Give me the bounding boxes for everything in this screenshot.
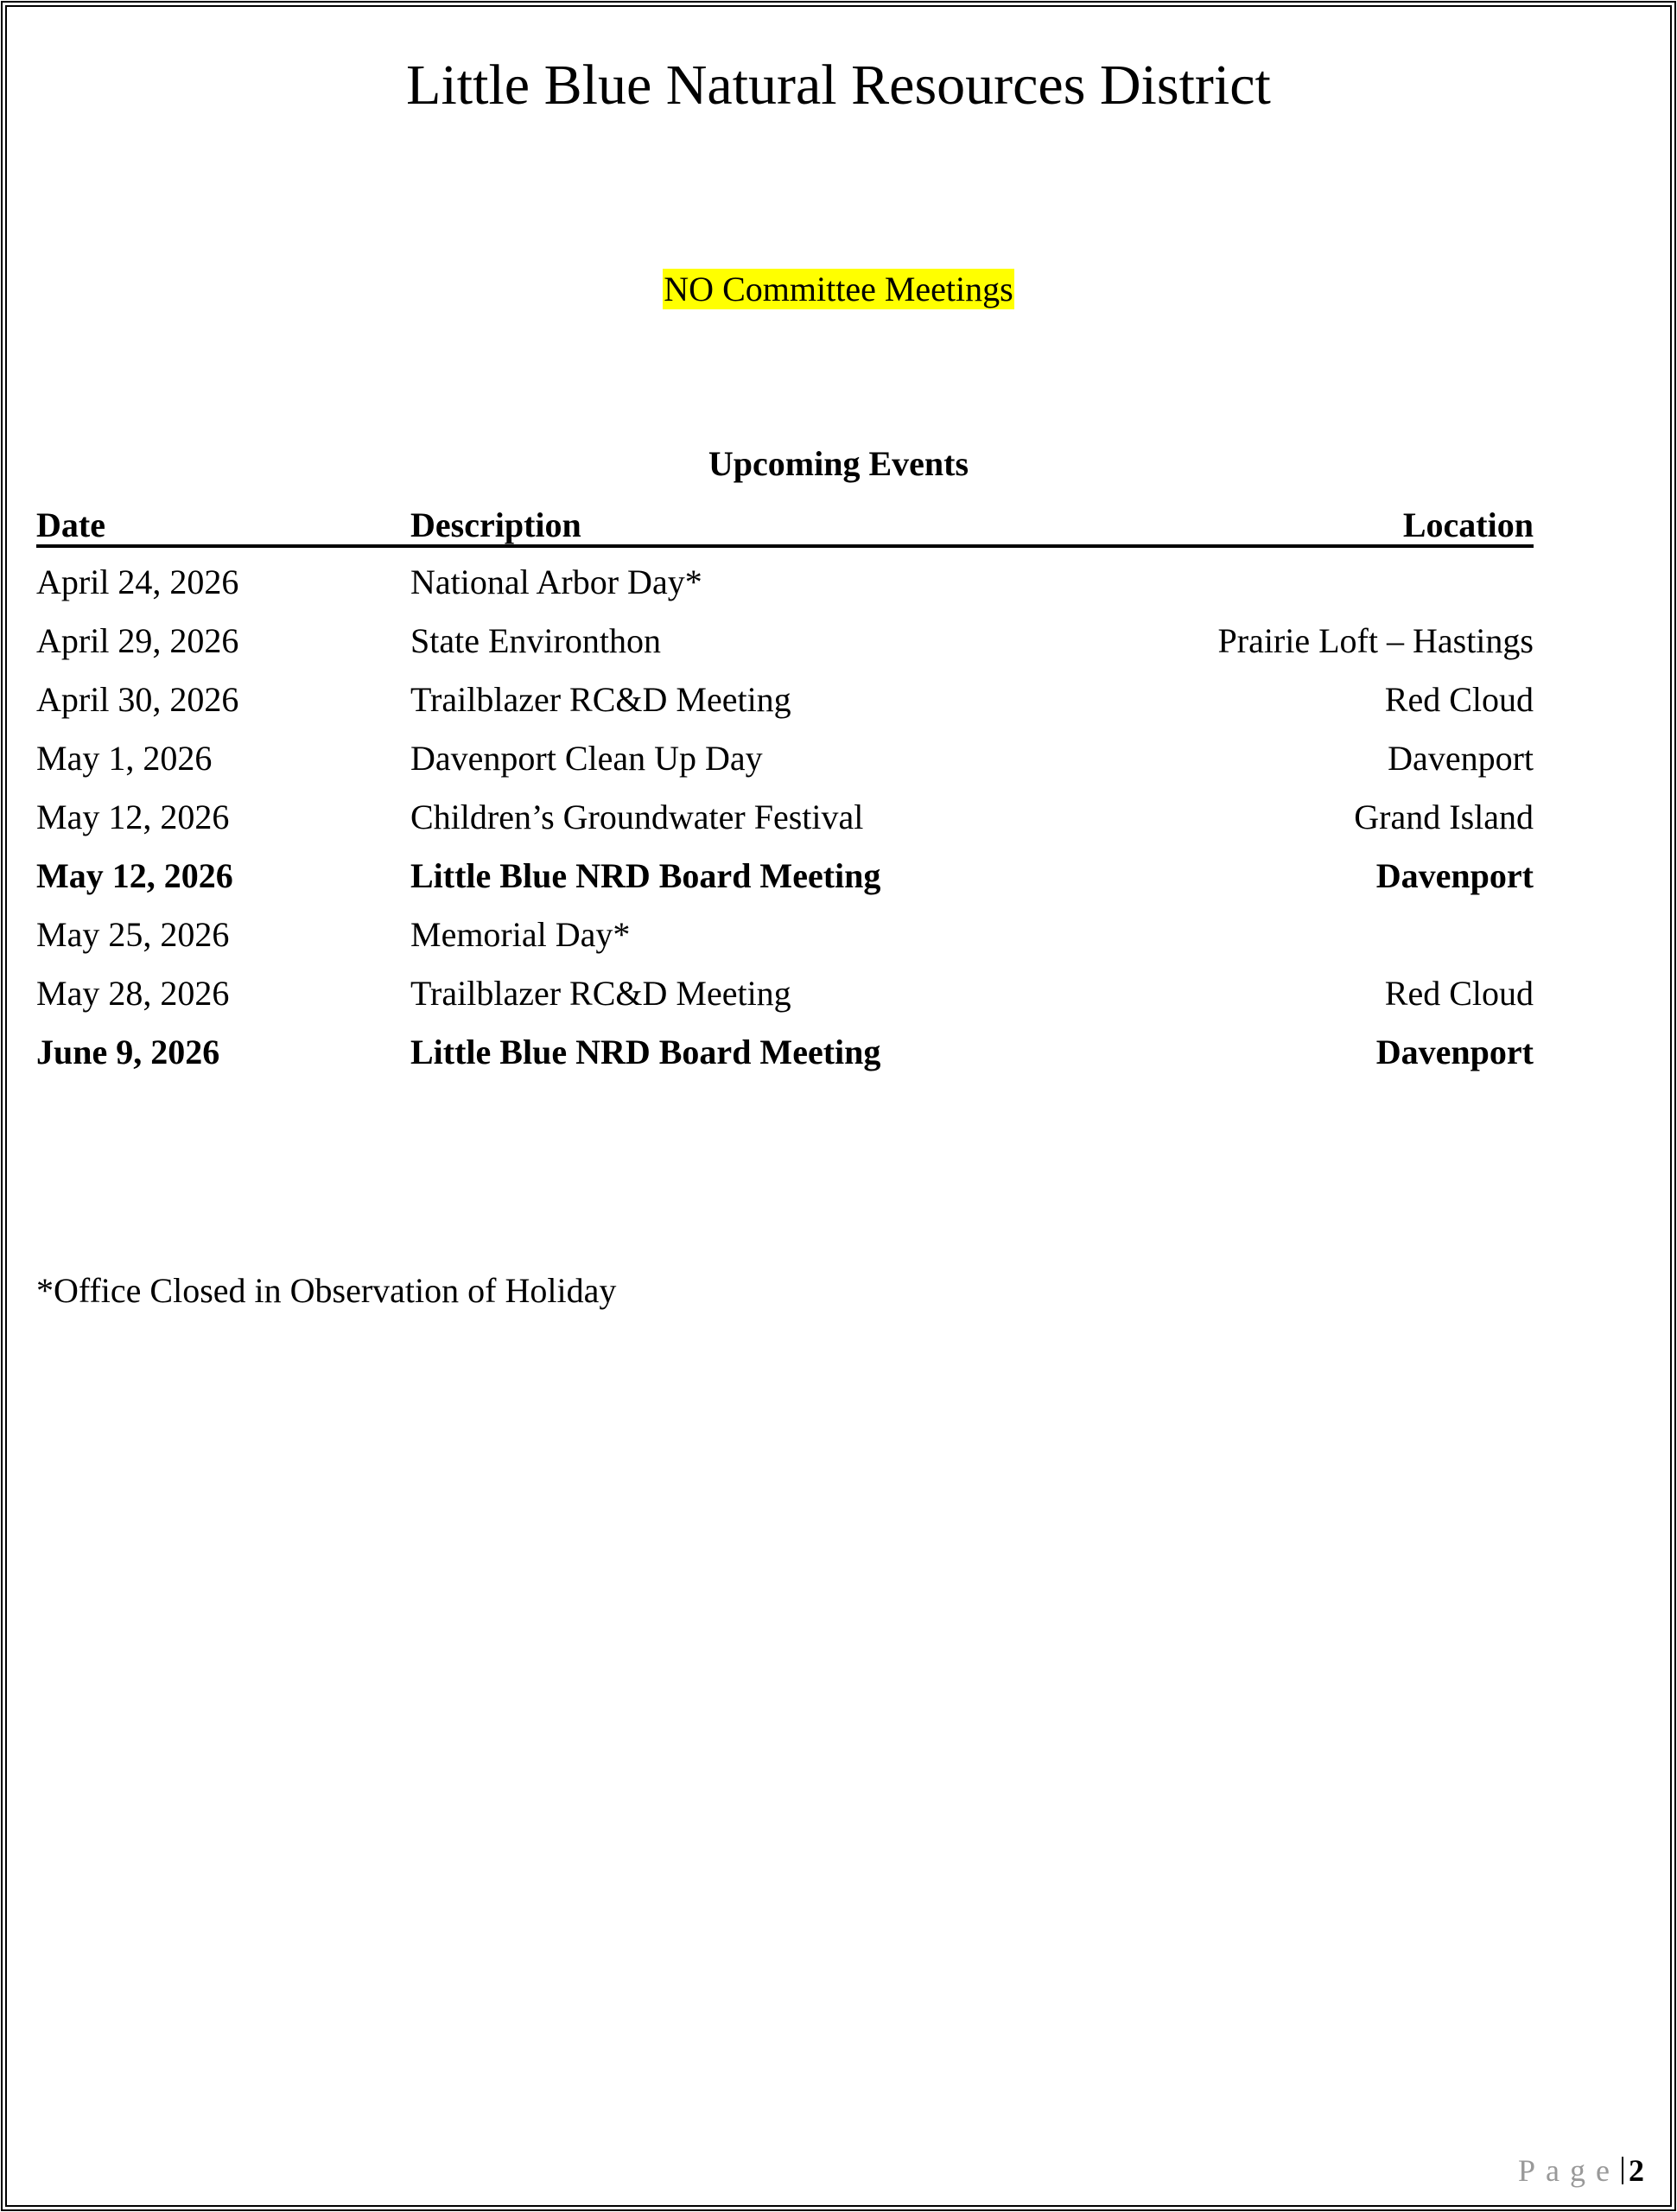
- events-table-body: [36, 548, 1534, 1082]
- event-location: Davenport: [1375, 856, 1534, 895]
- column-header-location: Location: [1402, 505, 1534, 544]
- event-date: April 24, 2026: [36, 563, 239, 601]
- holiday-footnote: *Office Closed in Observation of Holiday: [36, 1271, 617, 1310]
- event-location: Grand Island: [1354, 798, 1534, 836]
- event-location: Davenport: [1375, 1033, 1534, 1071]
- event-location: Prairie Loft – Hastings: [1217, 621, 1534, 660]
- event-date: May 12, 2026: [36, 856, 233, 895]
- events-table: [36, 505, 1534, 1082]
- event-date: May 12, 2026: [36, 798, 230, 836]
- event-location: Red Cloud: [1384, 680, 1534, 719]
- events-heading: Upcoming Events: [708, 444, 969, 483]
- column-header-date: Date: [36, 505, 105, 544]
- event-description: Memorial Day*: [410, 915, 631, 954]
- event-description: Trailblazer RC&D Meeting: [410, 680, 791, 719]
- event-date: May 25, 2026: [36, 915, 230, 954]
- event-description: National Arbor Day*: [410, 563, 702, 601]
- event-description: Little Blue NRD Board Meeting: [410, 1033, 881, 1071]
- event-description: Trailblazer RC&D Meeting: [410, 974, 791, 1013]
- page-number-footer: [1518, 2155, 1644, 2186]
- event-location: Davenport: [1388, 739, 1534, 778]
- event-location: Red Cloud: [1384, 974, 1534, 1013]
- page-border-inner: [5, 5, 1672, 2207]
- page-separator: [1622, 2157, 1623, 2184]
- page-number: 2: [1629, 2153, 1644, 2188]
- event-date: April 30, 2026: [36, 680, 239, 719]
- event-date: May 1, 2026: [36, 739, 213, 778]
- event-row: [36, 612, 1534, 671]
- document-title: Little Blue Natural Resources District: [406, 54, 1271, 117]
- event-row: [36, 671, 1534, 729]
- event-date: April 29, 2026: [36, 621, 239, 660]
- event-description: Little Blue NRD Board Meeting: [410, 856, 881, 895]
- event-row: [36, 553, 1534, 612]
- event-row: [36, 1023, 1534, 1082]
- event-date: May 28, 2026: [36, 974, 230, 1013]
- event-row: [36, 788, 1534, 847]
- committee-notice-highlight: NO Committee Meetings: [664, 270, 1013, 308]
- events-table-header: [36, 505, 1534, 548]
- event-date: June 9, 2026: [36, 1033, 220, 1071]
- event-description: Davenport Clean Up Day: [410, 739, 763, 778]
- event-row: [36, 729, 1534, 788]
- event-row: [36, 964, 1534, 1023]
- event-description: Children’s Groundwater Festival: [410, 798, 864, 836]
- column-header-description: Description: [410, 505, 581, 544]
- event-description: State Environthon: [410, 621, 661, 660]
- page-label: Page: [1518, 2153, 1620, 2188]
- event-row: [36, 847, 1534, 906]
- notice-container: [0, 269, 1677, 309]
- event-row: [36, 906, 1534, 964]
